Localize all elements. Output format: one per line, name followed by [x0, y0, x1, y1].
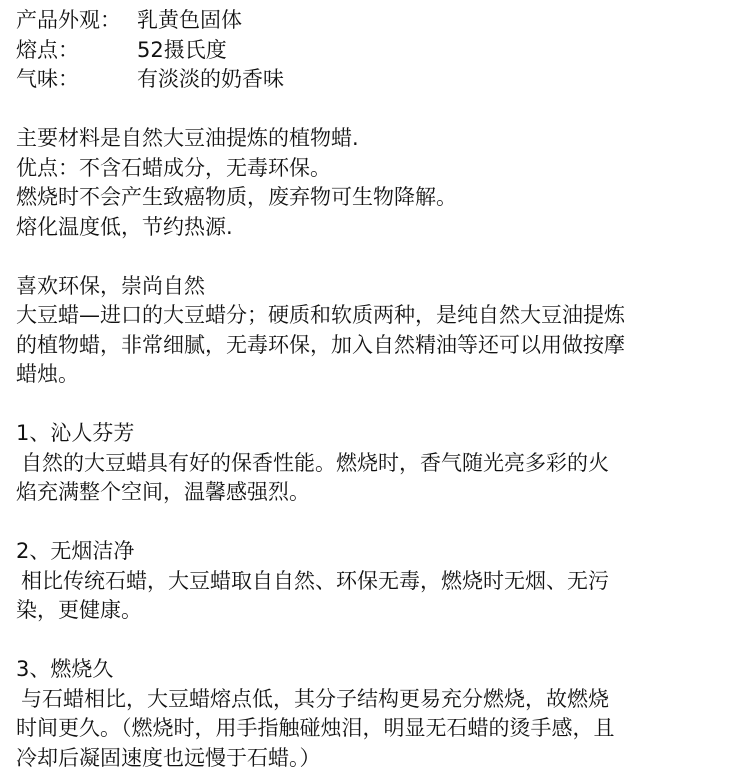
spec-value-melting-point: 52摄氏度	[137, 37, 227, 62]
section-gap	[16, 95, 736, 125]
eco-heading: 喜欢环保，崇尚自然	[16, 273, 205, 298]
intro-line-advantage: 优点：不含石蜡成分，无毒环保。	[16, 155, 331, 180]
intro-section	[16, 124, 736, 242]
eco-line: 大豆蜡—进口的大豆蜡分；硬质和软质两种，是纯自然大豆油提炼	[16, 303, 625, 327]
section-gap	[16, 242, 736, 272]
feature-line: 相比传统石蜡，大豆蜡取自自然、环保无毒，燃烧时无烟、无污	[21, 568, 609, 593]
intro-line-material: 主要材料是自然大豆油提炼的植物蜡.	[16, 126, 359, 150]
feature-heading: 1、沁人芬芳	[16, 421, 135, 445]
eco-section	[16, 272, 736, 390]
feature-fragrance	[16, 419, 736, 508]
spec-label-melting-point: 熔点：	[16, 37, 79, 62]
feature-heading: 2、无烟洁净	[16, 539, 135, 563]
spec-row-melting-point	[16, 36, 736, 66]
spec-section	[16, 6, 736, 95]
spec-label-appearance: 产品外观：	[16, 8, 121, 32]
feature-smokeless	[16, 537, 736, 626]
feature-line: 自然的大豆蜡具有好的保香性能。燃烧时，香气随光亮多彩的火	[21, 450, 609, 475]
feature-line: 与石蜡相比，大豆蜡熔点低，其分子结构更易充分燃烧，故燃烧	[21, 686, 609, 711]
section-gap	[16, 626, 736, 656]
feature-long-burning	[16, 655, 736, 773]
feature-line: 焰充满整个空间，温馨感强烈。	[16, 480, 310, 504]
feature-line: 时间更久。（燃烧时，用手指触碰烛泪，明显无石蜡的烫手感，且	[16, 716, 615, 740]
spec-label-scent: 气味：	[16, 67, 79, 91]
intro-line-combustion: 燃烧时不会产生致癌物质，废弃物可生物降解。	[16, 185, 457, 209]
section-gap	[16, 508, 736, 538]
spec-value-appearance: 乳黄色固体	[137, 8, 242, 32]
spec-value-scent: 有淡淡的奶香味	[137, 67, 284, 91]
eco-line: 的植物蜡，非常细腻，无毒环保，加入自然精油等还可以用做按摩	[16, 332, 625, 357]
feature-heading: 3、燃烧久	[16, 657, 114, 681]
intro-line-melting: 熔化温度低，节约热源.	[16, 214, 233, 239]
section-gap	[16, 390, 736, 420]
feature-line: 染，更健康。	[16, 598, 142, 622]
feature-line: 冷却后凝固速度也远慢于石蜡。）	[16, 745, 321, 770]
spec-row-appearance	[16, 6, 736, 36]
eco-line: 蜡烛。	[16, 362, 79, 386]
spec-row-scent	[16, 65, 736, 95]
